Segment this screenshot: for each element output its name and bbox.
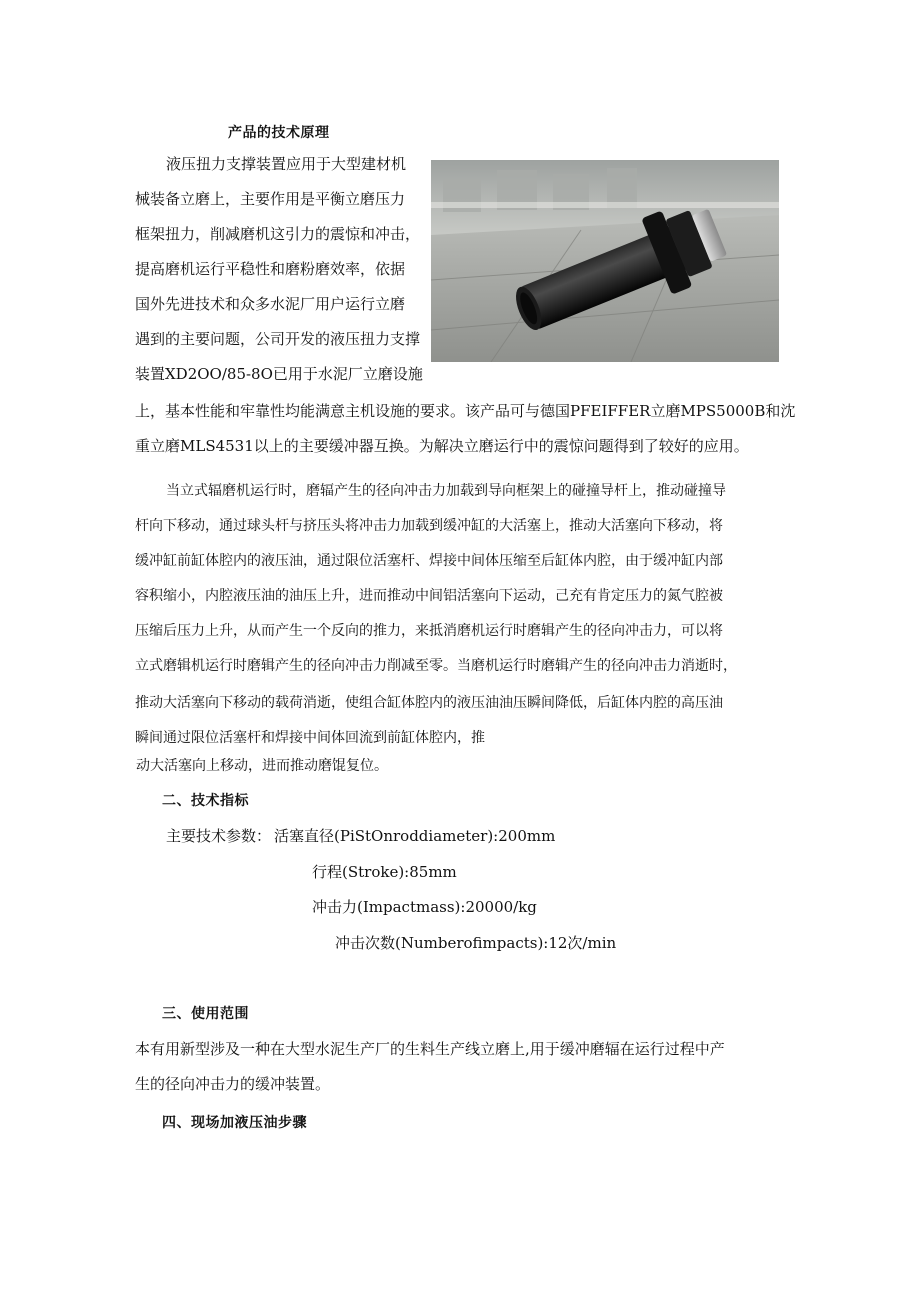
intro-line: 上，基本性能和牢靠性均能满意主机设施的要求。该产品可与德国PFEIFFER立磨MPS5000B和沈 <box>135 402 796 420</box>
intro-line: 提高磨机运行平稳性和磨粉磨效率，依据 <box>135 260 406 278</box>
param-stroke: 行程(Stroke):85mm <box>312 863 457 881</box>
section-heading-specs: 二、技术指标 <box>162 793 249 809</box>
principle-line: 容积缩小，内腔液压油的油压上升，进而推动中间铝活塞向下运动，己充有肯定压力的氮气腔被 <box>135 588 723 604</box>
principle-line: 动大活塞向上移动，进而推动磨馄复位。 <box>136 758 388 774</box>
principle-line: 缓冲缸前缸体腔内的液压油，通过限位活塞杆、焊接中间体压缩至后缸体内腔，由于缓冲缸内部 <box>135 553 723 569</box>
principle-line: 瞬间通过限位活塞杆和焊接中间体回流到前缸体腔内，推 <box>135 730 485 746</box>
intro-line: 装置XD2OO/85-8O已用于水泥厂立磨设施 <box>135 365 423 383</box>
intro-line: 械装备立磨上，主要作用是平衡立磨压力 <box>135 190 406 208</box>
intro-line: 国外先进技术和众多水泥厂用户运行立磨 <box>135 295 406 313</box>
params-label: 主要技术参数： <box>166 827 272 845</box>
param-impact-mass: 冲击力(Impactmass):20000/kg <box>312 898 537 916</box>
principle-line: 立式磨辑机运行时磨辑产生的径向冲击力削减至零。当磨机运行时磨辑产生的径向冲击力消逝时， <box>135 658 737 674</box>
intro-line: 框架扭力，削减磨机这引力的震惊和冲击， <box>135 225 421 243</box>
param-piston-diameter: 活塞直径(PiStOnroddiameter):200mm <box>274 827 556 845</box>
principle-line: 杆向下移动，通过球头杆与挤压头将冲击力加载到缓冲缸的大活塞上，推动大活塞向下移动，将 <box>135 518 723 534</box>
principle-line: 当立式辐磨机运行时，磨辐产生的径向冲击力加载到导向框架上的碰撞导杆上，推动碰撞导 <box>166 483 726 499</box>
product-photo <box>431 160 779 362</box>
intro-line: 遇到的主要问题，公司开发的液压扭力支撑 <box>135 330 421 348</box>
param-impact-count: 冲击次数(Numberofimpacts):12次/min <box>335 934 617 952</box>
section-heading-oil-steps: 四、现场加液压油步骤 <box>162 1115 307 1131</box>
intro-line: 液压扭力支撑装置应用于大型建材机 <box>166 155 407 173</box>
section-heading-scope: 三、使用范围 <box>162 1006 249 1022</box>
principle-line: 压缩后压力上升，从而产生一个反向的推力，来抵消磨机运行时磨辑产生的径向冲击力，可以将 <box>135 623 723 639</box>
page-title: 产品的技术原理 <box>228 125 330 141</box>
principle-line: 推动大活塞向下移动的载荷消逝，使组合缸体腔内的液压油油压瞬间降低，后缸体内腔的高压油 <box>135 695 723 711</box>
scope-line: 生的径向冲击力的缓冲装置。 <box>135 1075 331 1093</box>
intro-line: 重立磨MLS4531以上的主要缓冲器互换。为解决立磨运行中的震惊问题得到了较好的应用。 <box>135 437 749 455</box>
scope-line: 本有用新型涉及一种在大型水泥生产厂的生料生产线立磨上,用于缓冲磨辐在运行过程中产 <box>135 1040 725 1058</box>
